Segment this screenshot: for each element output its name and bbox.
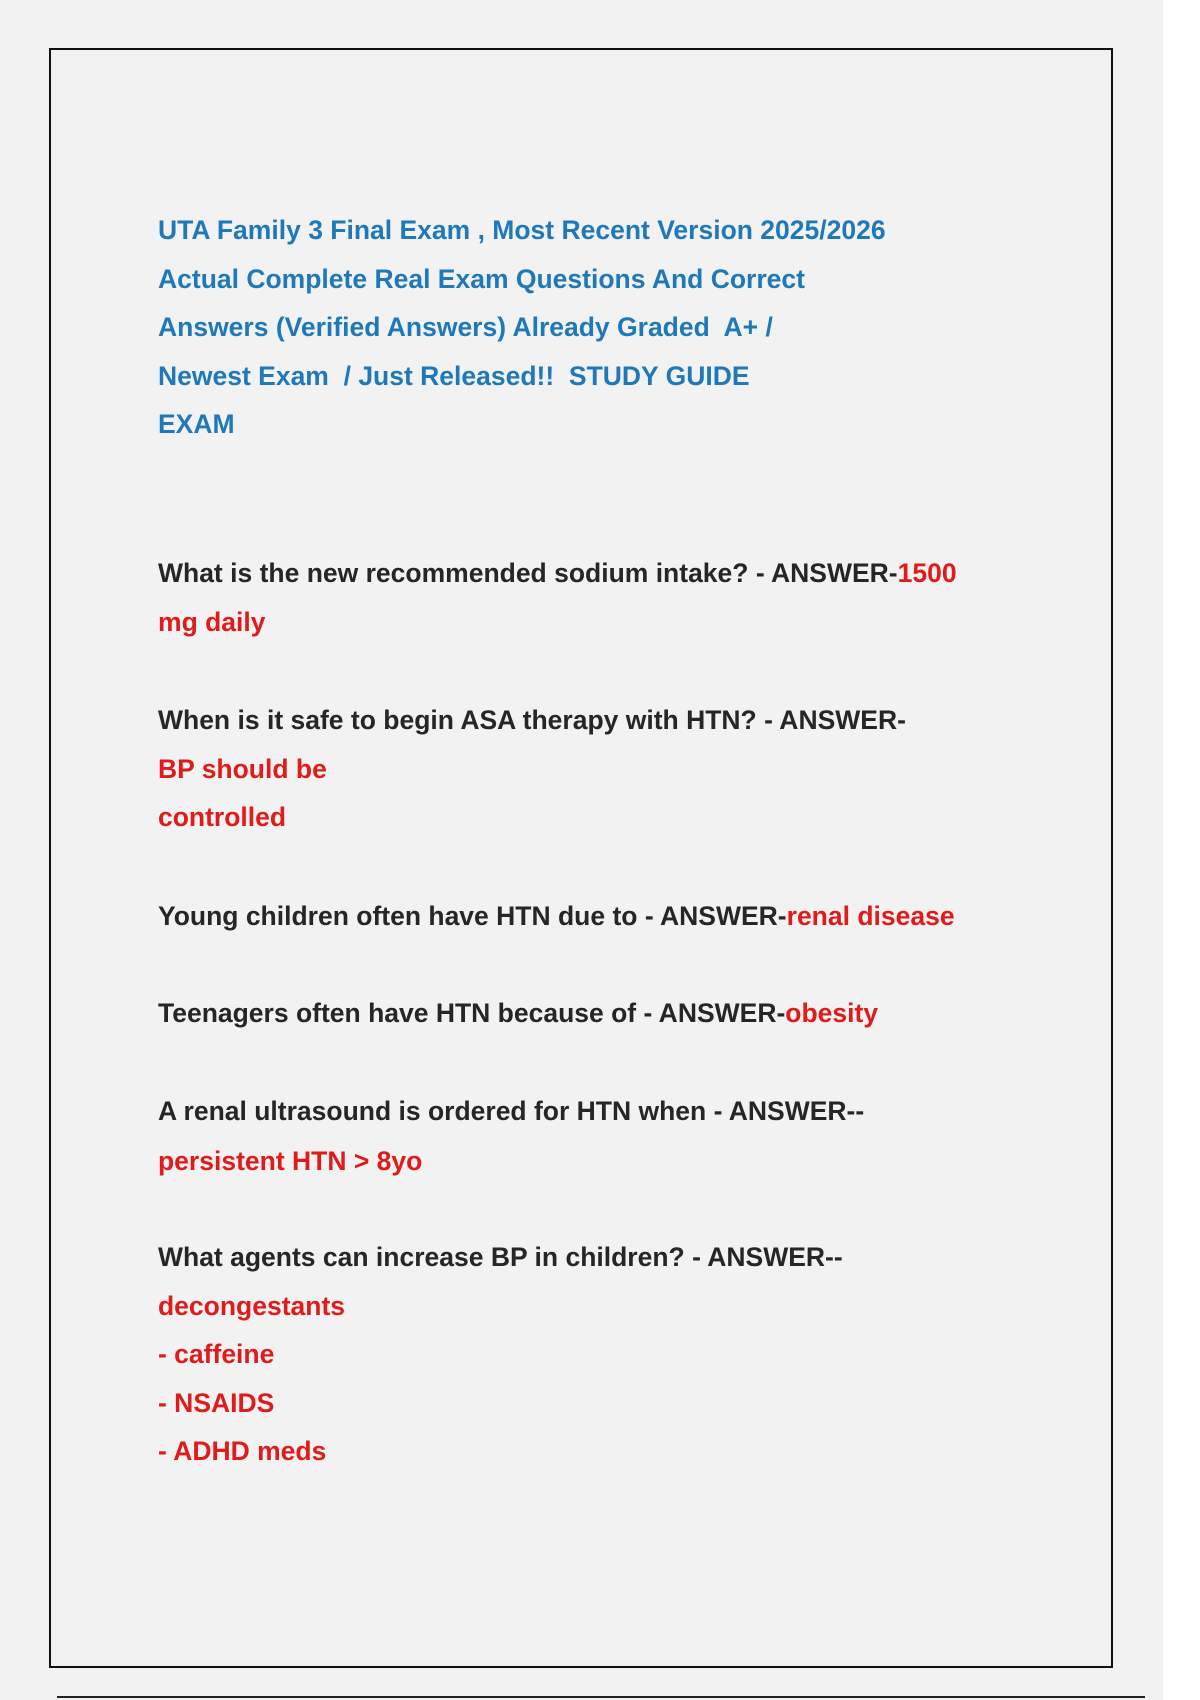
- qa-item: [158, 1233, 1038, 1476]
- title-line: EXAM: [158, 409, 235, 439]
- qa-item: [158, 989, 1038, 1038]
- question-text: When is it safe to begin ASA therapy with HTN? - ANSWER-: [158, 705, 906, 735]
- question-text: What is the new recommended sodium intake? - ANSWER-: [158, 558, 898, 588]
- answer-text: renal disease: [786, 901, 955, 931]
- answer-text: persistent HTN > 8yo: [158, 1146, 423, 1176]
- title-line: Answers (Verified Answers) Already Graded A+ /: [158, 312, 773, 342]
- question-text: Teenagers often have HTN because of - ANSWER-: [158, 998, 786, 1028]
- title-line: Newest Exam / Just Released!! STUDY GUIDE: [158, 360, 750, 391]
- question-text: Young children often have HTN due to - ANSWER-: [158, 901, 787, 931]
- answer-text: - caffeine: [158, 1339, 275, 1369]
- answer-text: - ADHD meds: [158, 1436, 327, 1466]
- answer-text: obesity: [785, 998, 879, 1028]
- answer-text: decongestants: [158, 1290, 346, 1321]
- qa-item: [158, 892, 1038, 941]
- document-title: [158, 206, 1018, 449]
- title-line: Actual Complete Real Exam Questions And Correct: [158, 263, 805, 294]
- qa-item: [158, 549, 1038, 646]
- qa-line: [158, 989, 1038, 1038]
- answer-text: BP should be: [158, 753, 327, 784]
- page-divider: [57, 1696, 1145, 1698]
- answer-text: controlled: [158, 802, 287, 832]
- answer-text: - NSAIDS: [158, 1387, 275, 1418]
- qa-line: [158, 892, 1038, 941]
- qa-item: [158, 1086, 1038, 1186]
- answer-text: mg daily: [158, 606, 266, 637]
- title-line: UTA Family 3 Final Exam , Most Recent Version 2025/2026: [158, 215, 886, 245]
- page-margin-strip: [1163, 0, 1200, 1700]
- answer-text: 1500: [897, 558, 957, 588]
- qa-line: [158, 549, 1038, 598]
- question-text: A renal ultrasound is ordered for HTN when - ANSWER--: [158, 1096, 865, 1126]
- qa-item: [158, 696, 1038, 842]
- question-text: What agents can increase BP in children? - ANSWER--: [158, 1242, 843, 1272]
